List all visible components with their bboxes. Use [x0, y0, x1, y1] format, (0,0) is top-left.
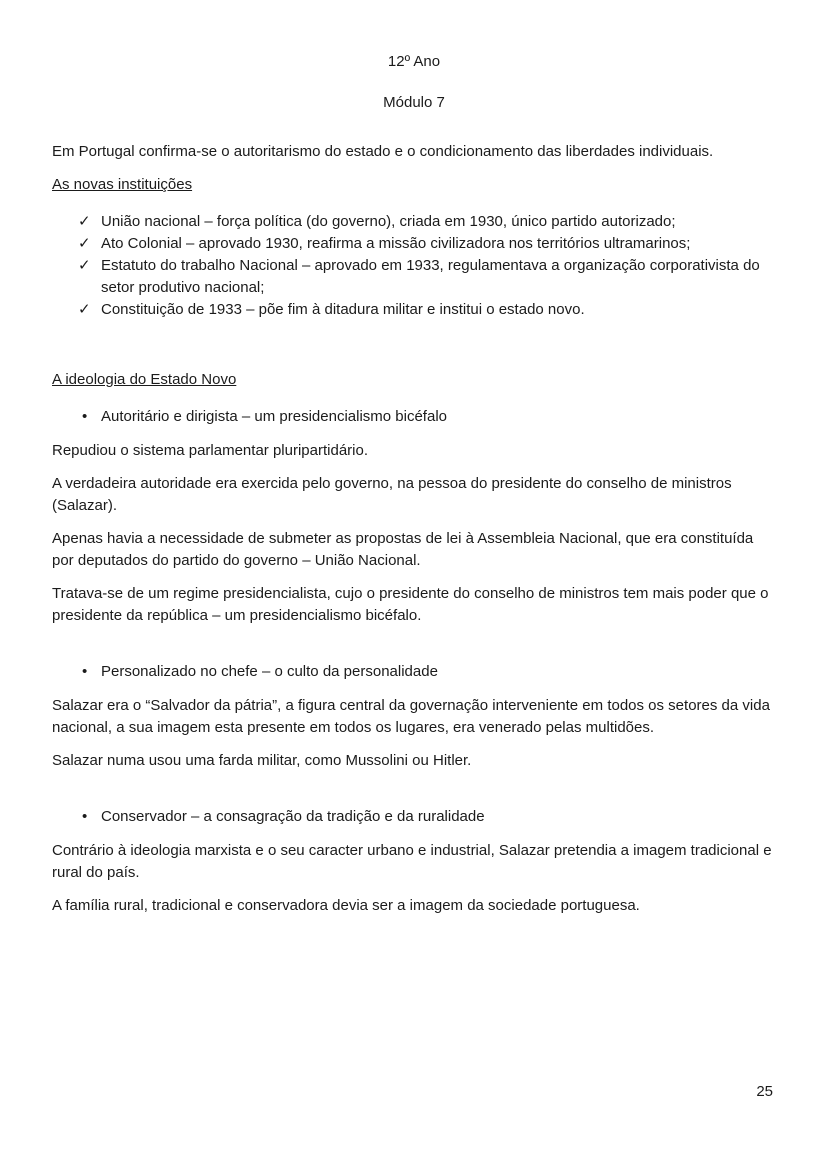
- section-heading-ideology: A ideologia do Estado Novo: [52, 371, 237, 388]
- list-item-text: Estatuto do trabalho Nacional – aprovado em 1933, regulamentava a organização corporativista do setor produtivo nacional;: [101, 257, 760, 296]
- list-item-text: União nacional – força política (do governo), criada em 1930, único partido autorizado;: [101, 213, 676, 230]
- body-paragraph: Contrário à ideologia marxista e o seu caracter urbano e industrial, Salazar pretendia a imagem tradicional e rural do país.: [52, 842, 772, 881]
- check-icon: ✓: [78, 301, 91, 318]
- body-paragraph: A família rural, tradicional e conservadora devia ser a imagem da sociedade portuguesa.: [52, 897, 640, 914]
- page-number: 25: [756, 1083, 773, 1100]
- page-subtitle: Módulo 7: [383, 94, 445, 111]
- list-item: [52, 233, 776, 255]
- body-paragraph: A verdadeira autoridade era exercida pelo governo, na pessoa do presidente do conselho de ministros (Salazar).: [52, 475, 732, 514]
- list-item: [52, 299, 776, 321]
- check-icon: ✓: [78, 213, 91, 230]
- intro-paragraph: Em Portugal confirma-se o autoritarismo do estado e o condicionamento das liberdades individuais.: [52, 143, 714, 160]
- topic-personality-cult: [52, 661, 776, 772]
- body-paragraph: Salazar era o “Salvador da pátria”, a figura central da governação interveniente em todos os setores da vida nacional, a sua imagem esta presente em todos os lugares, era venerado pelas multidões.: [52, 697, 770, 736]
- bullet-icon: •: [82, 663, 88, 680]
- bullet-icon: •: [82, 808, 88, 825]
- body-paragraph: Apenas havia a necessidade de submeter as propostas de lei à Assembleia Nacional, que era constituída por deputados do partido do governo – União Nacional.: [52, 530, 754, 569]
- topic-bullet-text: Personalizado no chefe – o culto da personalidade: [101, 663, 438, 680]
- topic-bullet: [52, 661, 776, 683]
- list-item-text: Constituição de 1933 – põe fim à ditadura militar e institui o estado novo.: [101, 301, 585, 318]
- list-item: [52, 211, 776, 233]
- check-icon: ✓: [78, 235, 91, 252]
- topic-bullet-text: Conservador – a consagração da tradição e da ruralidade: [101, 808, 485, 825]
- topic-bullet-text: Autoritário e dirigista – um presidencialismo bicéfalo: [101, 408, 447, 425]
- page-title: 12º Ano: [387, 53, 441, 70]
- list-item-text: Ato Colonial – aprovado 1930, reafirma a missão civilizadora nos territórios ultramarinos;: [101, 235, 691, 252]
- topic-authoritarian: [52, 406, 776, 627]
- topic-bullet: [52, 806, 776, 828]
- bullet-icon: •: [82, 408, 88, 425]
- institutions-list: [52, 211, 776, 321]
- topic-bullet: [52, 406, 776, 428]
- body-paragraph: Salazar numa usou uma farda militar, como Mussolini ou Hitler.: [52, 752, 472, 769]
- topic-conservative: [52, 806, 776, 917]
- document-page: [52, 51, 776, 1100]
- body-paragraph: Tratava-se de um regime presidencialista, cujo o presidente do conselho de ministros tem mais poder que o presidente da república – um presidencialismo bicéfalo.: [52, 585, 769, 624]
- check-icon: ✓: [78, 257, 91, 274]
- list-item: [52, 255, 776, 299]
- body-paragraph: Repudiou o sistema parlamentar pluripartidário.: [52, 442, 368, 459]
- section-heading-institutions: As novas instituições: [52, 176, 193, 193]
